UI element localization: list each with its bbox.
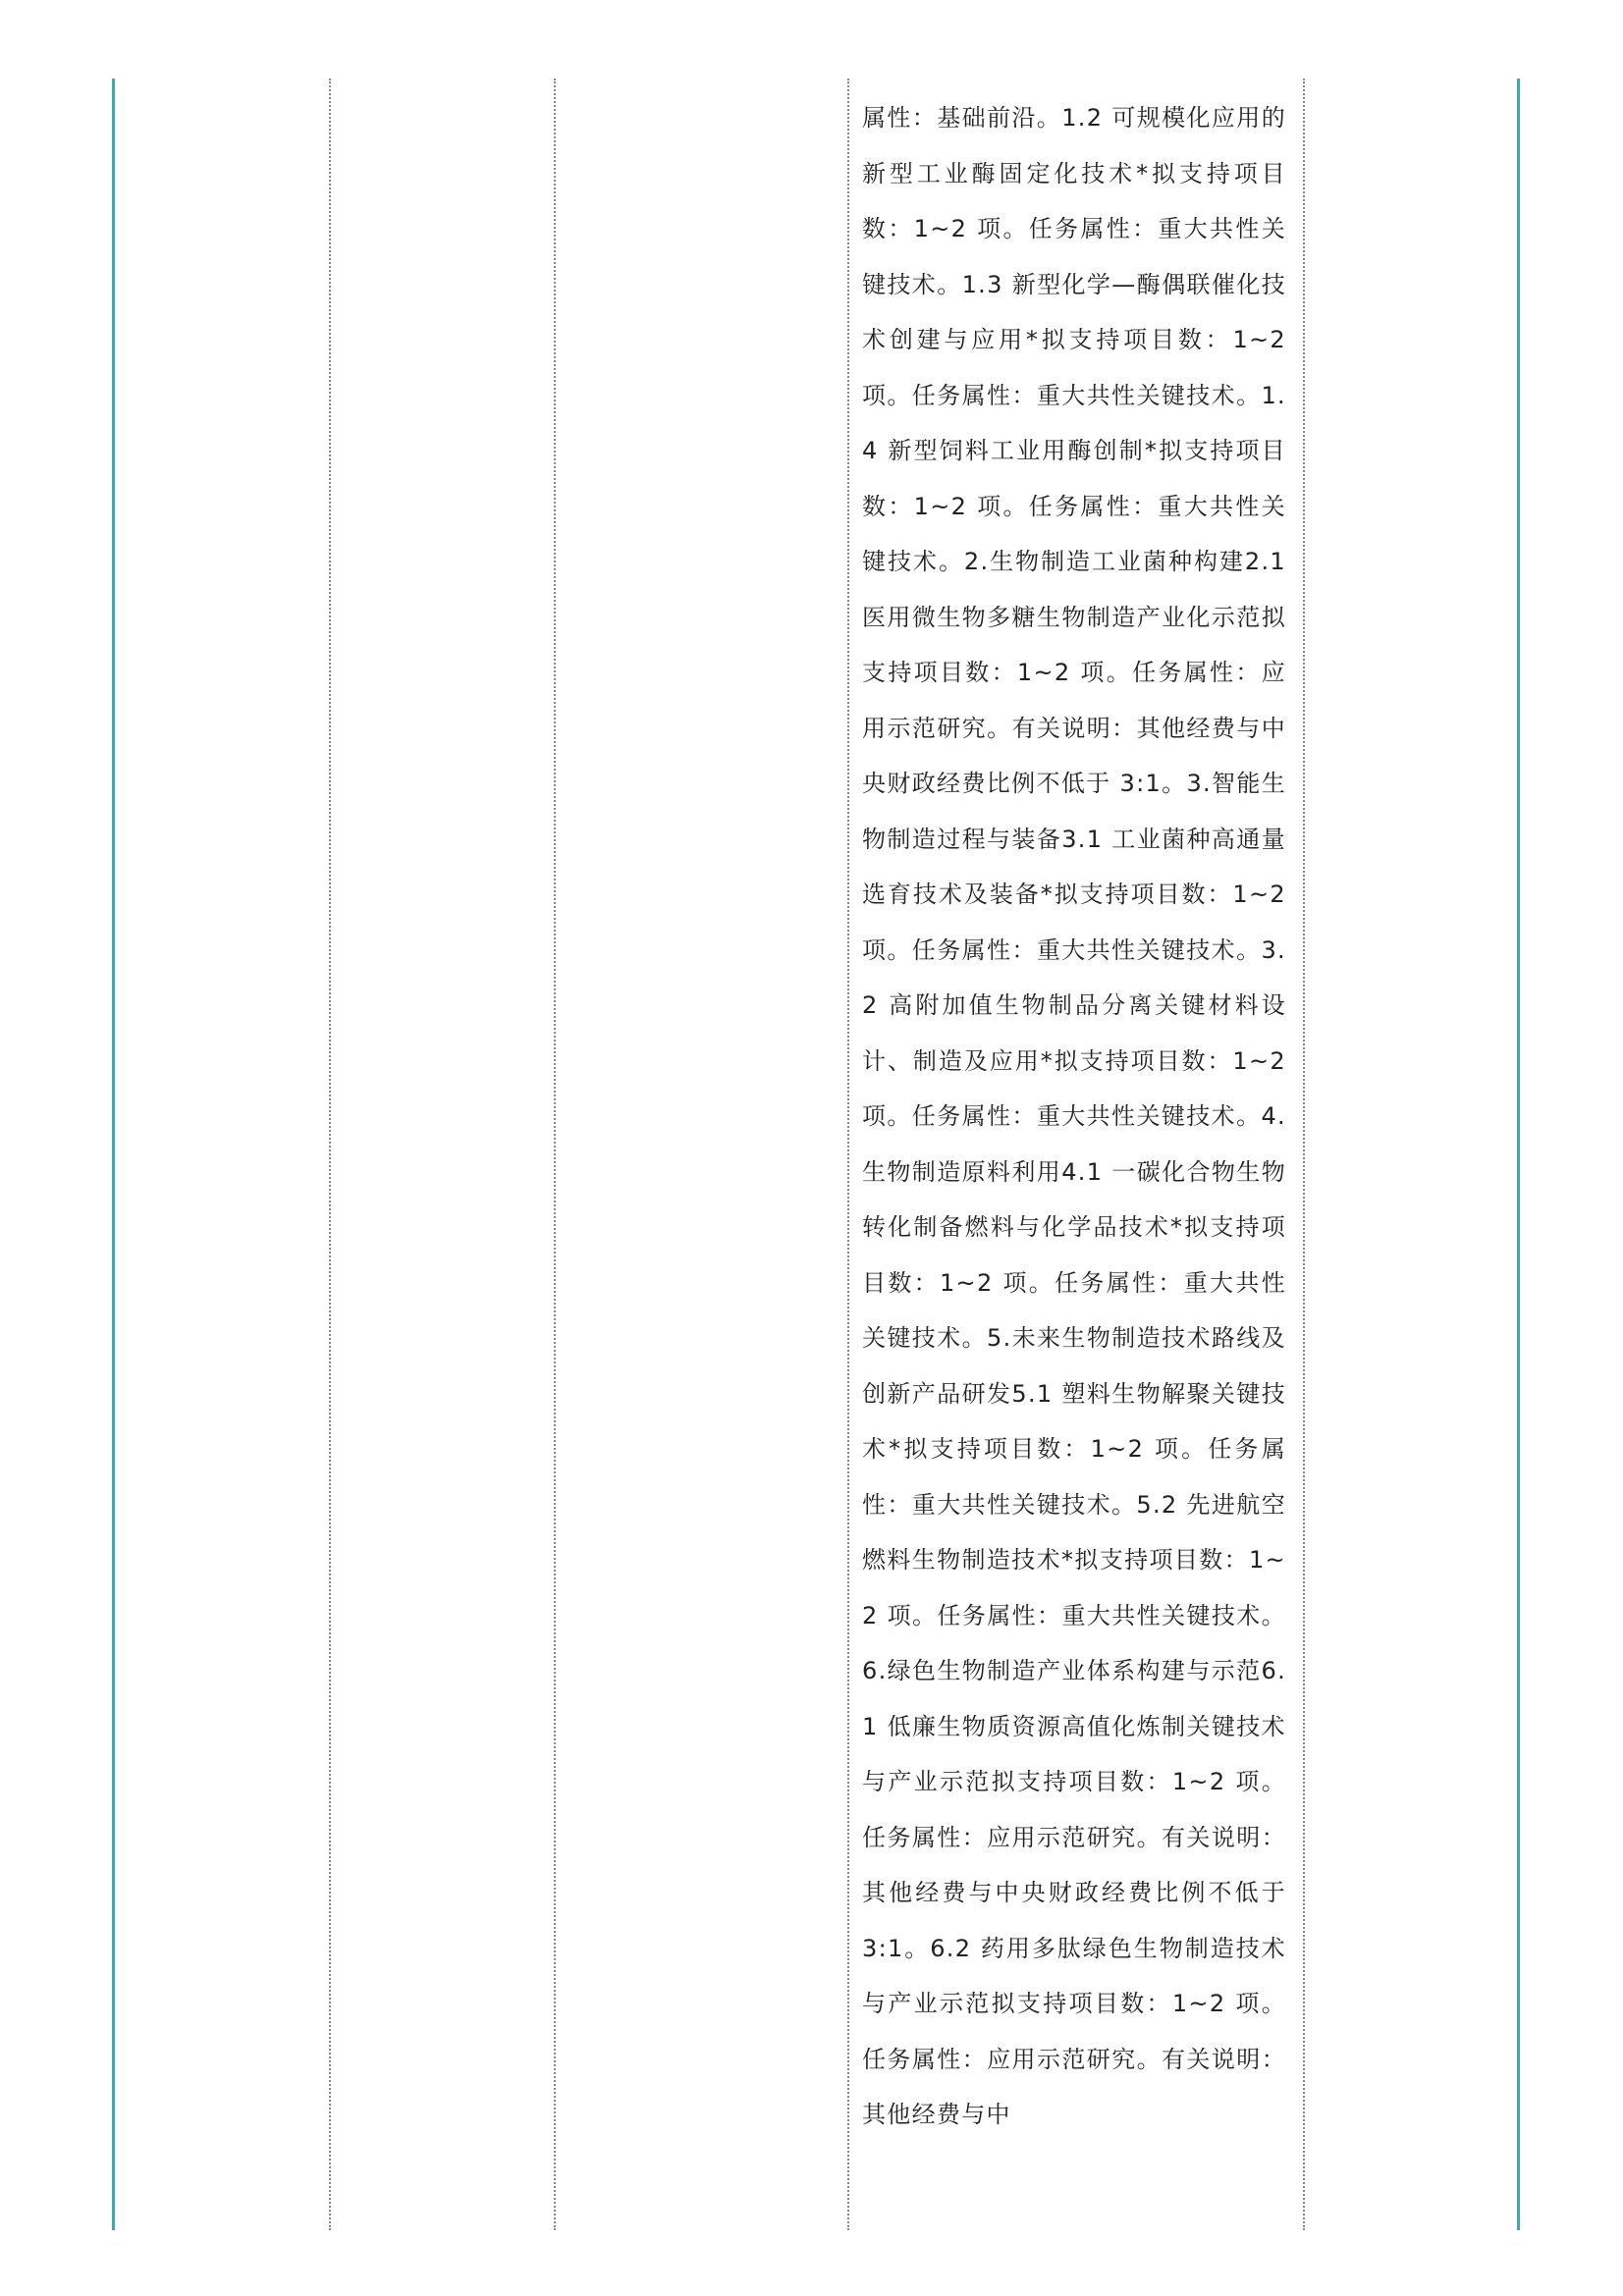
column-divider-3 bbox=[847, 79, 849, 2230]
table-cell-content bbox=[862, 90, 1286, 2222]
column-divider-1 bbox=[329, 79, 331, 2230]
column-divider-4 bbox=[1303, 79, 1305, 2230]
column-divider-2 bbox=[554, 79, 556, 2230]
table-left-border bbox=[112, 79, 115, 2230]
table-right-border bbox=[1517, 79, 1520, 2230]
cell-paragraph: 属性：基础前沿。1.2 可规模化应用的新型工业酶固定化技术*拟支持项目数：1~2 项。任务属性：重大共性关键技术。1.3 新型化学—酶偶联催化技术创建与应用*拟支持项目数：1~2 项。任务属性：重大共性关键技术。1.4 新型饲料工业用酶创制*拟支持项目数：1~2 项。任务属性：重大共性关键技术。2.生物制造工业菌种构建2.1 医用微生物多糖生物制造产业化示范拟支持项目数：1~2 项。任务属性：应用示范研究。有关说明：其他经费与中央财政经费比例不低于 3:1。3.智能生物制造过程与装备3.1 工业菌种高通量选育技术及装备*拟支持项目数：1~2 项。任务属性：重大共性关键技术。3.2 高附加值生物制品分离关键材料设计、制造及应用*拟支持项目数：1~2 项。任务属性：重大共性关键技术。4.生物制造原料利用4.1 一碳化合物生物转化制备燃料与化学品技术*拟支持项目数：1~2 项。任务属性：重大共性关键技术。5.未来生物制造技术路线及创新产品研发5.1 塑料生物解聚关键技术*拟支持项目数：1~2 项。任务属性：重大共性关键技术。5.2 先进航空燃料生物制造技术*拟支持项目数：1~2 项。任务属性：重大共性关键技术。6.绿色生物制造产业体系构建与示范6.1 低廉生物质资源高值化炼制关键技术与产业示范拟支持项目数：1~2 项。任务属性：应用示范研究。有关说明：其他经费与中央财政经费比例不低于 3:1。6.2 药用多肽绿色生物制造技术与产业示范拟支持项目数：1~2 项。任务属性：应用示范研究。有关说明：其他经费与中 bbox=[862, 104, 1286, 2128]
